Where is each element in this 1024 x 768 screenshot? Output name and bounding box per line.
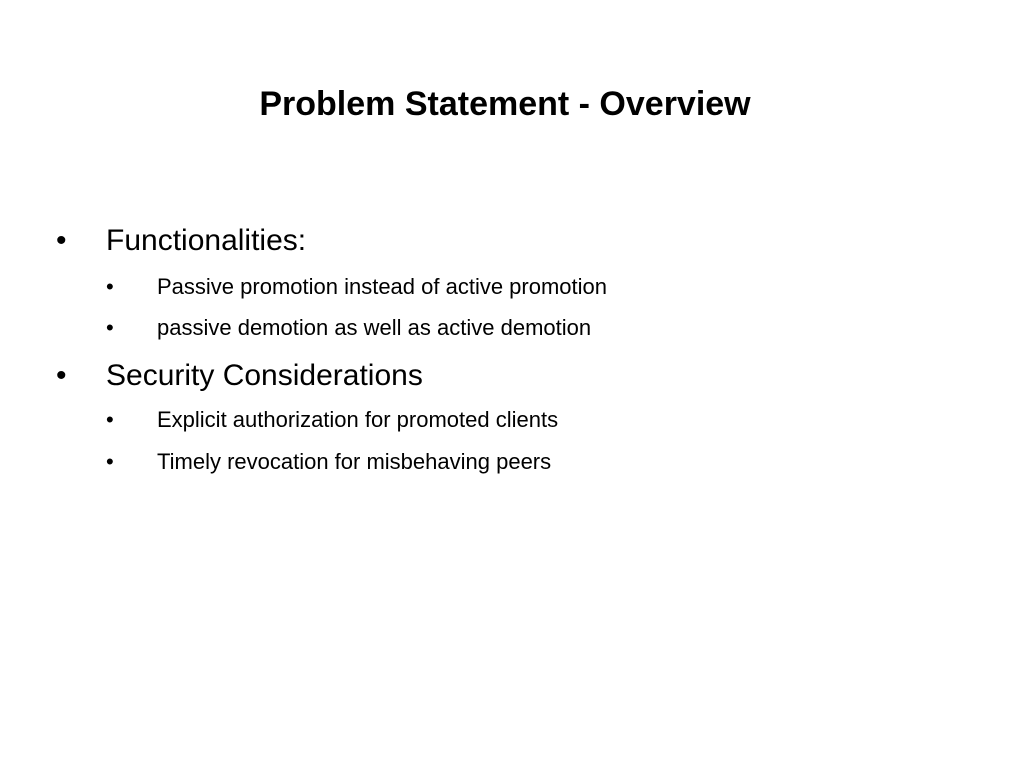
section-heading-label: Security Considerations — [106, 359, 423, 392]
bullet-icon: • — [56, 359, 67, 392]
bullet-icon: • — [106, 449, 114, 474]
slide-title: Problem Statement - Overview — [259, 85, 751, 123]
list-item-label: Explicit authorization for promoted clients — [157, 407, 559, 432]
bullet-icon: • — [56, 224, 67, 257]
bullet-icon: • — [106, 274, 114, 299]
list-item-label: Timely revocation for misbehaving peers — [157, 449, 552, 474]
list-item-label: passive demotion as well as active demotion — [157, 315, 592, 340]
bullet-icon: • — [106, 315, 114, 340]
list-item-label: Passive promotion instead of active promotion — [157, 274, 608, 299]
section-heading-label: Functionalities: — [106, 224, 307, 257]
bullet-icon: • — [106, 407, 114, 432]
